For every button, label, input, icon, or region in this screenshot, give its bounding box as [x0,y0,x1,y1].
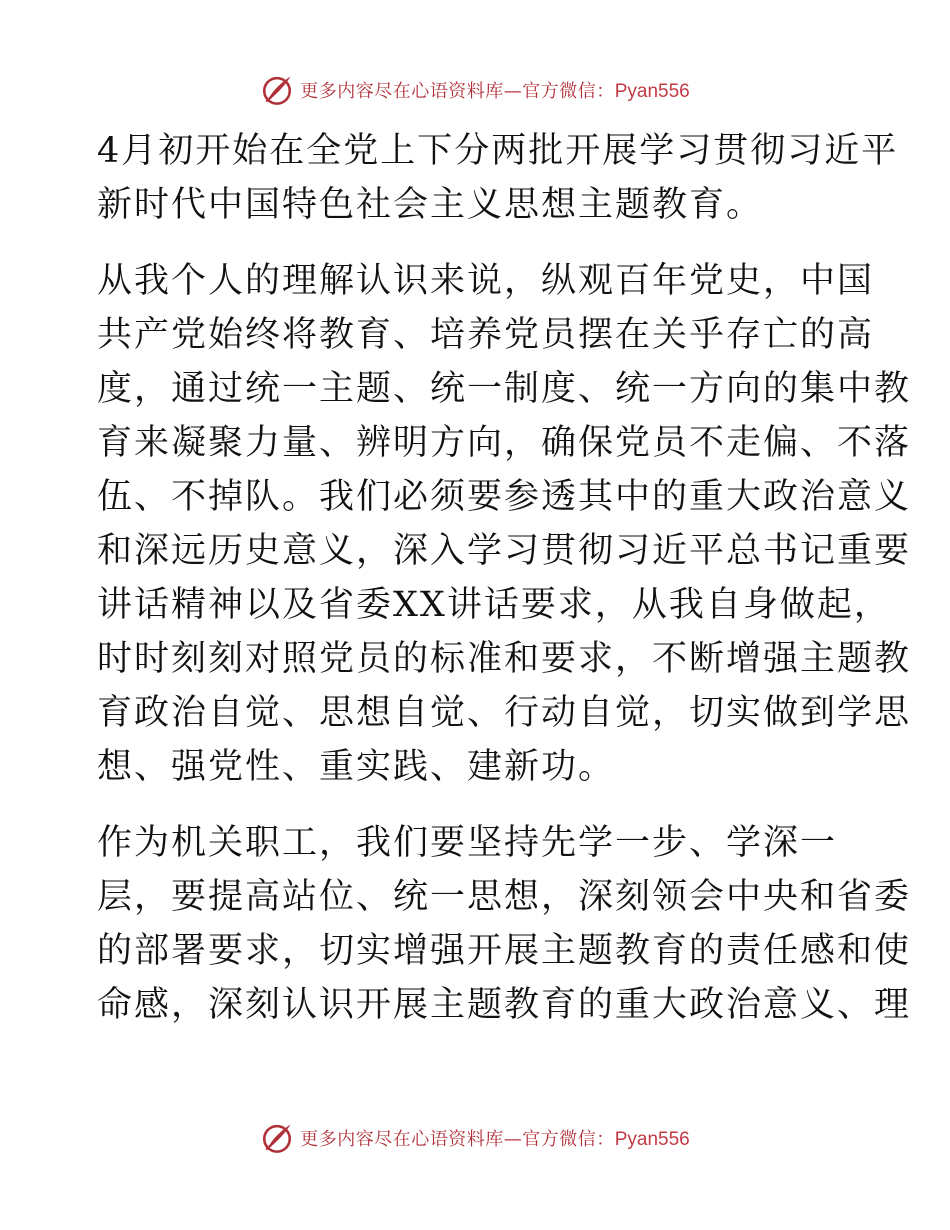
paragraph-3 [97,816,912,1032]
text-line: 层，要提高站位、统一思想，深刻领会中央和省委 [97,877,912,917]
document-body [97,124,912,1032]
text-line: 命感，深刻认识开展主题教育的重大政治意义、理 [97,985,912,1025]
watermark-footer [0,1118,950,1158]
watermark-wechat-id: Pyan556 [614,1129,690,1150]
text-line: 伍、不掉队。我们必须要参透其中的重大政治意义 [97,477,912,517]
text-line: 育来凝聚力量、辨明方向，确保党员不走偏、不落 [97,423,912,463]
text-line: 育政治自觉、思想自觉、行动自觉，切实做到学思 [97,693,912,733]
text-line: 作为机关职工，我们要坚持先学一步、学深一 [97,823,838,863]
watermark-header [0,70,950,110]
text-line: 和深远历史意义，深入学习贯彻习近平总书记重要 [97,531,912,571]
text-line: 时时刻刻对照党员的标准和要求，不断增强主题教 [97,639,912,679]
watermark-label: 更多内容尽在心语资料库—官方微信： [300,1129,615,1150]
paragraph-2 [97,254,912,794]
text-line: 的部署要求，切实增强开展主题教育的责任感和使 [97,931,912,971]
text-line: 共产党始终将教育、培养党员摆在关乎存亡的高 [97,315,875,355]
feather-pen-logo-icon [260,1121,294,1155]
text-line: 度，通过统一主题、统一制度、统一方向的集中教 [97,369,912,409]
text-line: 从我个人的理解认识来说，纵观百年党史，中国 [97,261,875,301]
text-line: 想、强党性、重实践、建新功。 [97,747,616,787]
watermark-label: 更多内容尽在心语资料库—官方微信： [300,81,615,102]
text-line: 新时代中国特色社会主义思想主题教育。 [97,185,764,225]
watermark-text [300,1125,690,1151]
text-line: 4月初开始在全党上下分两批开展学习贯彻习近平 [97,131,899,171]
text-line: 讲话精神以及省委XX讲话要求，从我自身做起， [97,585,891,625]
paragraph-1 [97,124,899,232]
watermark-text [300,77,690,103]
feather-pen-logo-icon [260,73,294,107]
watermark-wechat-id: Pyan556 [614,81,690,102]
